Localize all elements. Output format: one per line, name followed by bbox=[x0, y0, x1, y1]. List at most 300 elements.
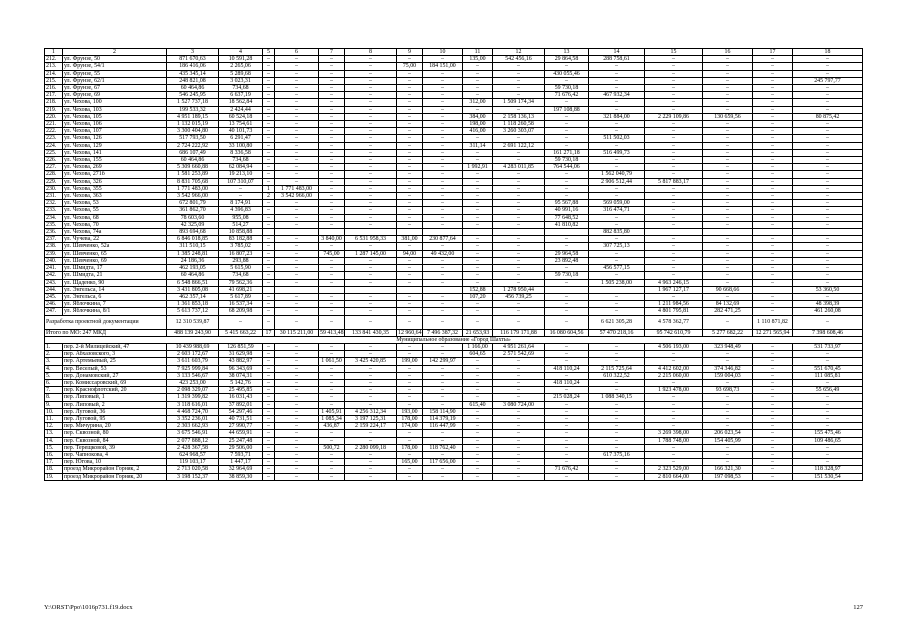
table-row bbox=[45, 56, 863, 63]
table-cell: – bbox=[263, 178, 275, 185]
table-cell: – bbox=[753, 423, 793, 430]
data-table bbox=[44, 48, 863, 481]
table-cell: – bbox=[589, 77, 645, 84]
table-cell: – bbox=[345, 379, 397, 386]
table-cell: – bbox=[493, 265, 545, 272]
table-cell: 17 bbox=[263, 329, 275, 336]
address-cell: ул. Яблочкина, 8/1 bbox=[63, 308, 167, 315]
table-cell: – bbox=[263, 358, 275, 365]
table-cell: – bbox=[703, 56, 753, 63]
column-number-cell: 5 bbox=[263, 49, 275, 56]
table-cell: 222. bbox=[45, 128, 63, 135]
table-cell: 57 470 218,16 bbox=[589, 329, 645, 336]
column-number-cell: 2 bbox=[63, 49, 167, 56]
table-cell: 1 166,00 bbox=[463, 343, 493, 350]
table-cell: – bbox=[753, 415, 793, 422]
table-cell: 3 840,00 bbox=[319, 236, 345, 243]
table-cell: 248 821,08 bbox=[167, 77, 219, 84]
table-cell: – bbox=[397, 243, 423, 250]
table-row bbox=[45, 430, 863, 437]
table-row bbox=[45, 394, 863, 401]
table-cell: – bbox=[275, 63, 319, 70]
table-cell: – bbox=[263, 63, 275, 70]
table-cell: – bbox=[493, 135, 545, 142]
table-cell bbox=[275, 229, 319, 236]
table-cell: – bbox=[275, 293, 319, 300]
table-cell: 430 055,46 bbox=[545, 70, 589, 77]
table-cell: – bbox=[275, 250, 319, 257]
table-cell: 6 637,19 bbox=[219, 92, 263, 99]
table-cell: 5 309 660,88 bbox=[167, 164, 219, 171]
table-cell: 3 023,31 bbox=[219, 77, 263, 84]
table-cell: – bbox=[423, 185, 463, 192]
table-row bbox=[45, 343, 863, 350]
table-cell: 1 088 340,15 bbox=[589, 394, 645, 401]
table-cell: 38 074,31 bbox=[219, 372, 263, 379]
table-cell: 5. bbox=[45, 372, 63, 379]
table-cell: – bbox=[345, 142, 397, 149]
table-cell bbox=[793, 229, 863, 236]
table-cell: – bbox=[423, 85, 463, 92]
table-cell: – bbox=[319, 164, 345, 171]
table-cell: – bbox=[493, 272, 545, 279]
table-cell: – bbox=[463, 315, 493, 329]
table-cell: – bbox=[545, 408, 589, 415]
table-cell: 1 132 015,19 bbox=[167, 121, 219, 128]
table-cell: – bbox=[219, 185, 263, 192]
table-cell: – bbox=[345, 272, 397, 279]
table-cell: – bbox=[793, 164, 863, 171]
table-cell: 5 617,89 bbox=[219, 293, 263, 300]
table-cell: – bbox=[263, 430, 275, 437]
table-cell: – bbox=[793, 408, 863, 415]
table-cell: – bbox=[263, 207, 275, 214]
table-cell: 44 659,91 bbox=[219, 430, 263, 437]
table-cell: 227. bbox=[45, 164, 63, 171]
table-cell: – bbox=[263, 257, 275, 264]
table-cell: 230. bbox=[45, 185, 63, 192]
table-cell: – bbox=[493, 379, 545, 386]
table-cell: – bbox=[703, 128, 753, 135]
column-number-cell: 18 bbox=[793, 49, 863, 56]
table-cell: 517 793,50 bbox=[167, 135, 219, 142]
table-cell: – bbox=[319, 193, 345, 200]
address-cell: проезд Микрорайон Горняк, 2 bbox=[63, 466, 167, 473]
table-cell: – bbox=[423, 315, 463, 329]
table-cell: 224. bbox=[45, 142, 63, 149]
table-cell: – bbox=[545, 77, 589, 84]
table-cell: – bbox=[589, 236, 645, 243]
table-cell: – bbox=[493, 243, 545, 250]
table-cell: 90 668,66 bbox=[703, 286, 753, 293]
table-cell: 23 892,48 bbox=[545, 257, 589, 264]
table-row bbox=[45, 185, 863, 192]
table-cell: 165,00 bbox=[397, 459, 423, 466]
table-cell: – bbox=[703, 358, 753, 365]
table-cell: – bbox=[703, 351, 753, 358]
table-cell: – bbox=[463, 279, 493, 286]
table-cell: – bbox=[345, 135, 397, 142]
table-cell: 206 023,54 bbox=[703, 430, 753, 437]
table-cell: 184 151,00 bbox=[423, 63, 463, 70]
table-cell: – bbox=[645, 99, 703, 106]
table-cell: – bbox=[463, 157, 493, 164]
table-cell: 3 431 805,08 bbox=[167, 286, 219, 293]
table-cell: 3 785,02 bbox=[219, 243, 263, 250]
table-cell: – bbox=[703, 236, 753, 243]
table-cell: 5 415 663,22 bbox=[219, 329, 263, 336]
table-cell: – bbox=[703, 459, 753, 466]
table-cell: 166 321,30 bbox=[703, 466, 753, 473]
table-cell: – bbox=[423, 70, 463, 77]
table-cell: 16 537,34 bbox=[219, 301, 263, 308]
table-cell: 1 361 853,18 bbox=[167, 301, 219, 308]
table-cell: – bbox=[423, 200, 463, 207]
table-cell: – bbox=[645, 272, 703, 279]
table-cell: 3. bbox=[45, 358, 63, 365]
table-cell: – bbox=[275, 265, 319, 272]
table-cell: – bbox=[645, 157, 703, 164]
table-cell: 130 659,56 bbox=[703, 113, 753, 120]
address-cell: ул. Чучева, 22 bbox=[63, 236, 167, 243]
table-cell: 226. bbox=[45, 157, 63, 164]
table-cell: – bbox=[793, 257, 863, 264]
table-cell: – bbox=[545, 473, 589, 480]
table-cell: 488 139 243,90 bbox=[167, 329, 219, 336]
table-cell: 1 527 737,18 bbox=[167, 99, 219, 106]
table-cell: 467 932,34 bbox=[589, 92, 645, 99]
table-row bbox=[45, 272, 863, 279]
table-cell: 2 724 222,92 bbox=[167, 142, 219, 149]
table-cell: – bbox=[345, 121, 397, 128]
table-cell: – bbox=[793, 56, 863, 63]
table-cell: 59 730,18 bbox=[545, 272, 589, 279]
address-cell: ул. Чехова, 363 bbox=[63, 193, 167, 200]
table-cell: – bbox=[793, 99, 863, 106]
table-row bbox=[45, 200, 863, 207]
table-cell: – bbox=[319, 372, 345, 379]
address-cell: пер. Терещковой, 39 bbox=[63, 444, 167, 451]
table-cell: 38 859,30 bbox=[219, 473, 263, 480]
table-cell: 1 992,91 bbox=[463, 164, 493, 171]
table-cell: 55 656,49 bbox=[793, 387, 863, 394]
table-cell: 158 114,90 bbox=[423, 408, 463, 415]
table-cell: – bbox=[753, 142, 793, 149]
address-cell: ул. Чехова, 103 bbox=[63, 106, 167, 113]
table-cell: – bbox=[275, 308, 319, 315]
table-cell: 734,68 bbox=[219, 157, 263, 164]
table-cell: 60 464,86 bbox=[167, 157, 219, 164]
table-cell: – bbox=[793, 351, 863, 358]
table-row bbox=[45, 142, 863, 149]
table-cell: – bbox=[703, 408, 753, 415]
table-cell: 33 100,80 bbox=[219, 142, 263, 149]
table-cell: – bbox=[703, 243, 753, 250]
table-cell: – bbox=[263, 142, 275, 149]
address-cell: ул. Чехова, 68 bbox=[63, 214, 167, 221]
table-cell: – bbox=[263, 106, 275, 113]
table-cell: – bbox=[753, 272, 793, 279]
table-cell: – bbox=[793, 358, 863, 365]
table-cell: – bbox=[589, 164, 645, 171]
table-cell: 229. bbox=[45, 178, 63, 185]
table-cell: 3 080 724,00 bbox=[493, 401, 545, 408]
table-cell: – bbox=[753, 164, 793, 171]
table-cell: 2 158 136,13 bbox=[493, 113, 545, 120]
address-cell: ул. Щаденко, 90 bbox=[63, 279, 167, 286]
table-cell: 40 991,16 bbox=[545, 207, 589, 214]
table-cell: – bbox=[463, 365, 493, 372]
table-cell: – bbox=[703, 279, 753, 286]
table-cell: – bbox=[793, 243, 863, 250]
table-cell: 48 398,39 bbox=[793, 301, 863, 308]
table-cell: – bbox=[753, 121, 793, 128]
table-cell: – bbox=[263, 444, 275, 451]
address-cell: ул. Шевченко, 69 bbox=[63, 257, 167, 264]
table-cell: – bbox=[319, 185, 345, 192]
table-cell: – bbox=[793, 236, 863, 243]
table-cell: – bbox=[423, 365, 463, 372]
table-cell: – bbox=[463, 257, 493, 264]
table-cell: – bbox=[275, 178, 319, 185]
table-cell: 12 271 565,94 bbox=[753, 329, 793, 336]
table-cell: – bbox=[345, 164, 397, 171]
table-cell bbox=[397, 229, 423, 236]
table-cell: – bbox=[493, 63, 545, 70]
table-cell: – bbox=[463, 265, 493, 272]
table-row bbox=[45, 99, 863, 106]
table-cell: 78 603,60 bbox=[167, 214, 219, 221]
table-cell: – bbox=[793, 315, 863, 329]
table-cell: – bbox=[275, 365, 319, 372]
table-cell: – bbox=[645, 221, 703, 228]
table-cell bbox=[545, 229, 589, 236]
table-cell: – bbox=[463, 466, 493, 473]
table-cell: – bbox=[319, 56, 345, 63]
table-cell: 232. bbox=[45, 200, 63, 207]
table-cell: 12. bbox=[45, 423, 63, 430]
table-cell: – bbox=[275, 171, 319, 178]
table-cell: – bbox=[589, 106, 645, 113]
table-cell: 418 110,24 bbox=[545, 379, 589, 386]
table-cell: – bbox=[645, 214, 703, 221]
table-cell: – bbox=[645, 265, 703, 272]
table-cell: 214. bbox=[45, 70, 63, 77]
table-cell: – bbox=[345, 343, 397, 350]
table-cell: 2 303 662,93 bbox=[167, 423, 219, 430]
table-cell: 2 571 542,69 bbox=[493, 351, 545, 358]
table-cell: 159 004,03 bbox=[703, 372, 753, 379]
table-cell: – bbox=[263, 415, 275, 422]
table-cell: – bbox=[589, 401, 645, 408]
table-cell: – bbox=[645, 149, 703, 156]
table-cell bbox=[319, 286, 345, 293]
table-cell: – bbox=[423, 214, 463, 221]
table-cell: – bbox=[793, 394, 863, 401]
table-cell: 2 bbox=[263, 193, 275, 200]
table-cell: – bbox=[275, 214, 319, 221]
table-cell: 10 591,28 bbox=[219, 56, 263, 63]
table-cell: – bbox=[493, 171, 545, 178]
table-cell: – bbox=[263, 85, 275, 92]
table-cell: 2 691 122,12 bbox=[493, 142, 545, 149]
column-number-cell: 6 bbox=[275, 49, 319, 56]
table-cell: 2 077 888,12 bbox=[167, 437, 219, 444]
table-cell: – bbox=[423, 77, 463, 84]
table-cell: 40 101,73 bbox=[219, 128, 263, 135]
table-cell: 19. bbox=[45, 473, 63, 480]
table-cell: – bbox=[645, 394, 703, 401]
table-cell: 10 439 988,69 bbox=[167, 343, 219, 350]
table-cell: – bbox=[703, 293, 753, 300]
table-cell: – bbox=[753, 185, 793, 192]
table-cell: – bbox=[397, 257, 423, 264]
table-row bbox=[45, 164, 863, 171]
address-cell: ул. Фрунзе, 69 bbox=[63, 92, 167, 99]
table-cell: – bbox=[589, 437, 645, 444]
table-cell: – bbox=[703, 142, 753, 149]
table-cell: – bbox=[463, 70, 493, 77]
table-cell: 49 432,00 bbox=[423, 250, 463, 257]
table-cell: 4 801 795,81 bbox=[645, 308, 703, 315]
table-cell: – bbox=[545, 351, 589, 358]
table-cell: – bbox=[263, 236, 275, 243]
table-cell: – bbox=[793, 200, 863, 207]
table-cell: 17. bbox=[45, 459, 63, 466]
table-cell: – bbox=[463, 178, 493, 185]
table-cell: – bbox=[645, 293, 703, 300]
address-cell: ул. Чехова, 271б bbox=[63, 171, 167, 178]
table-cell: – bbox=[397, 315, 423, 329]
table-cell: – bbox=[703, 77, 753, 84]
table-cell: – bbox=[463, 372, 493, 379]
table-cell: – bbox=[545, 243, 589, 250]
table-cell: – bbox=[345, 430, 397, 437]
table-cell: – bbox=[275, 444, 319, 451]
table-cell: 231. bbox=[45, 193, 63, 200]
table-cell: 218. bbox=[45, 99, 63, 106]
table-row bbox=[45, 365, 863, 372]
table-cell: 25 247,48 bbox=[219, 437, 263, 444]
table-cell: – bbox=[397, 171, 423, 178]
table-cell: – bbox=[397, 351, 423, 358]
table-cell: 245. bbox=[45, 293, 63, 300]
table-cell: 95 567,88 bbox=[545, 200, 589, 207]
table-cell: – bbox=[397, 293, 423, 300]
table-cell: – bbox=[753, 135, 793, 142]
table-row bbox=[45, 178, 863, 185]
table-cell: – bbox=[793, 193, 863, 200]
table-cell: – bbox=[589, 185, 645, 192]
project-docs-label: Разработка проектной документации bbox=[45, 315, 167, 329]
table-cell: – bbox=[397, 473, 423, 480]
table-cell: 2 265,06 bbox=[219, 63, 263, 70]
table-cell: 2 098 329,07 bbox=[167, 387, 219, 394]
table-cell: – bbox=[793, 63, 863, 70]
table-cell: – bbox=[545, 308, 589, 315]
table-cell: – bbox=[345, 473, 397, 480]
table-cell: 161 271,18 bbox=[545, 149, 589, 156]
table-cell: 361 862,70 bbox=[167, 207, 219, 214]
table-cell: – bbox=[545, 193, 589, 200]
table-cell bbox=[397, 286, 423, 293]
table-cell: – bbox=[753, 466, 793, 473]
table-cell: 2 115 725,64 bbox=[589, 365, 645, 372]
table-cell: – bbox=[463, 149, 493, 156]
table-row bbox=[45, 466, 863, 473]
address-cell: ул. Фрунзе, 67 bbox=[63, 85, 167, 92]
table-cell: 1 509 174,34 bbox=[493, 99, 545, 106]
table-cell: – bbox=[753, 77, 793, 84]
table-cell: – bbox=[493, 257, 545, 264]
table-cell: – bbox=[263, 408, 275, 415]
table-row bbox=[45, 423, 863, 430]
table-cell: – bbox=[397, 200, 423, 207]
table-cell: – bbox=[319, 85, 345, 92]
table-cell: – bbox=[397, 387, 423, 394]
table-cell: – bbox=[645, 236, 703, 243]
table-cell: – bbox=[263, 473, 275, 480]
table-cell bbox=[423, 229, 463, 236]
table-cell: – bbox=[753, 437, 793, 444]
address-cell: пер. Сквозной, 80 bbox=[63, 430, 167, 437]
table-row bbox=[45, 401, 863, 408]
table-cell: – bbox=[645, 171, 703, 178]
table-cell: 311,14 bbox=[463, 142, 493, 149]
table-cell: 215 028,24 bbox=[545, 394, 589, 401]
table-cell: – bbox=[589, 473, 645, 480]
table-cell: 1 505 238,00 bbox=[589, 279, 645, 286]
table-cell bbox=[645, 229, 703, 236]
table-cell: 4 951 261,64 bbox=[493, 343, 545, 350]
table-cell: 96 343,69 bbox=[219, 365, 263, 372]
table-cell: – bbox=[275, 257, 319, 264]
table-cell bbox=[345, 229, 397, 236]
table-cell: 43 882,97 bbox=[219, 358, 263, 365]
table-cell: – bbox=[589, 301, 645, 308]
table-cell: – bbox=[793, 207, 863, 214]
table-cell: – bbox=[753, 149, 793, 156]
table-cell: – bbox=[423, 265, 463, 272]
table-cell: – bbox=[753, 128, 793, 135]
table-cell: 456 739,25 bbox=[493, 293, 545, 300]
column-number-cell: 13 bbox=[545, 49, 589, 56]
table-row bbox=[45, 437, 863, 444]
table-cell: – bbox=[703, 149, 753, 156]
table-cell: 882 835,80 bbox=[589, 229, 645, 236]
table-cell: – bbox=[645, 77, 703, 84]
table-cell: – bbox=[589, 272, 645, 279]
table-cell: 307 725,13 bbox=[589, 243, 645, 250]
table-cell: – bbox=[545, 401, 589, 408]
table-cell: 118 762,40 bbox=[423, 444, 463, 451]
table-cell: – bbox=[263, 293, 275, 300]
table-cell: – bbox=[275, 92, 319, 99]
table-cell: – bbox=[319, 257, 345, 264]
table-cell: – bbox=[493, 387, 545, 394]
table-cell: 59 730,18 bbox=[545, 157, 589, 164]
document-table-sheet bbox=[44, 48, 862, 481]
table-cell: – bbox=[645, 243, 703, 250]
table-cell: – bbox=[463, 63, 493, 70]
table-cell: – bbox=[545, 437, 589, 444]
table-cell: – bbox=[423, 178, 463, 185]
table-cell: – bbox=[545, 142, 589, 149]
table-cell: – bbox=[397, 394, 423, 401]
table-cell: 71 676,42 bbox=[545, 466, 589, 473]
table-cell: 244. bbox=[45, 286, 63, 293]
table-cell: 16. bbox=[45, 451, 63, 458]
